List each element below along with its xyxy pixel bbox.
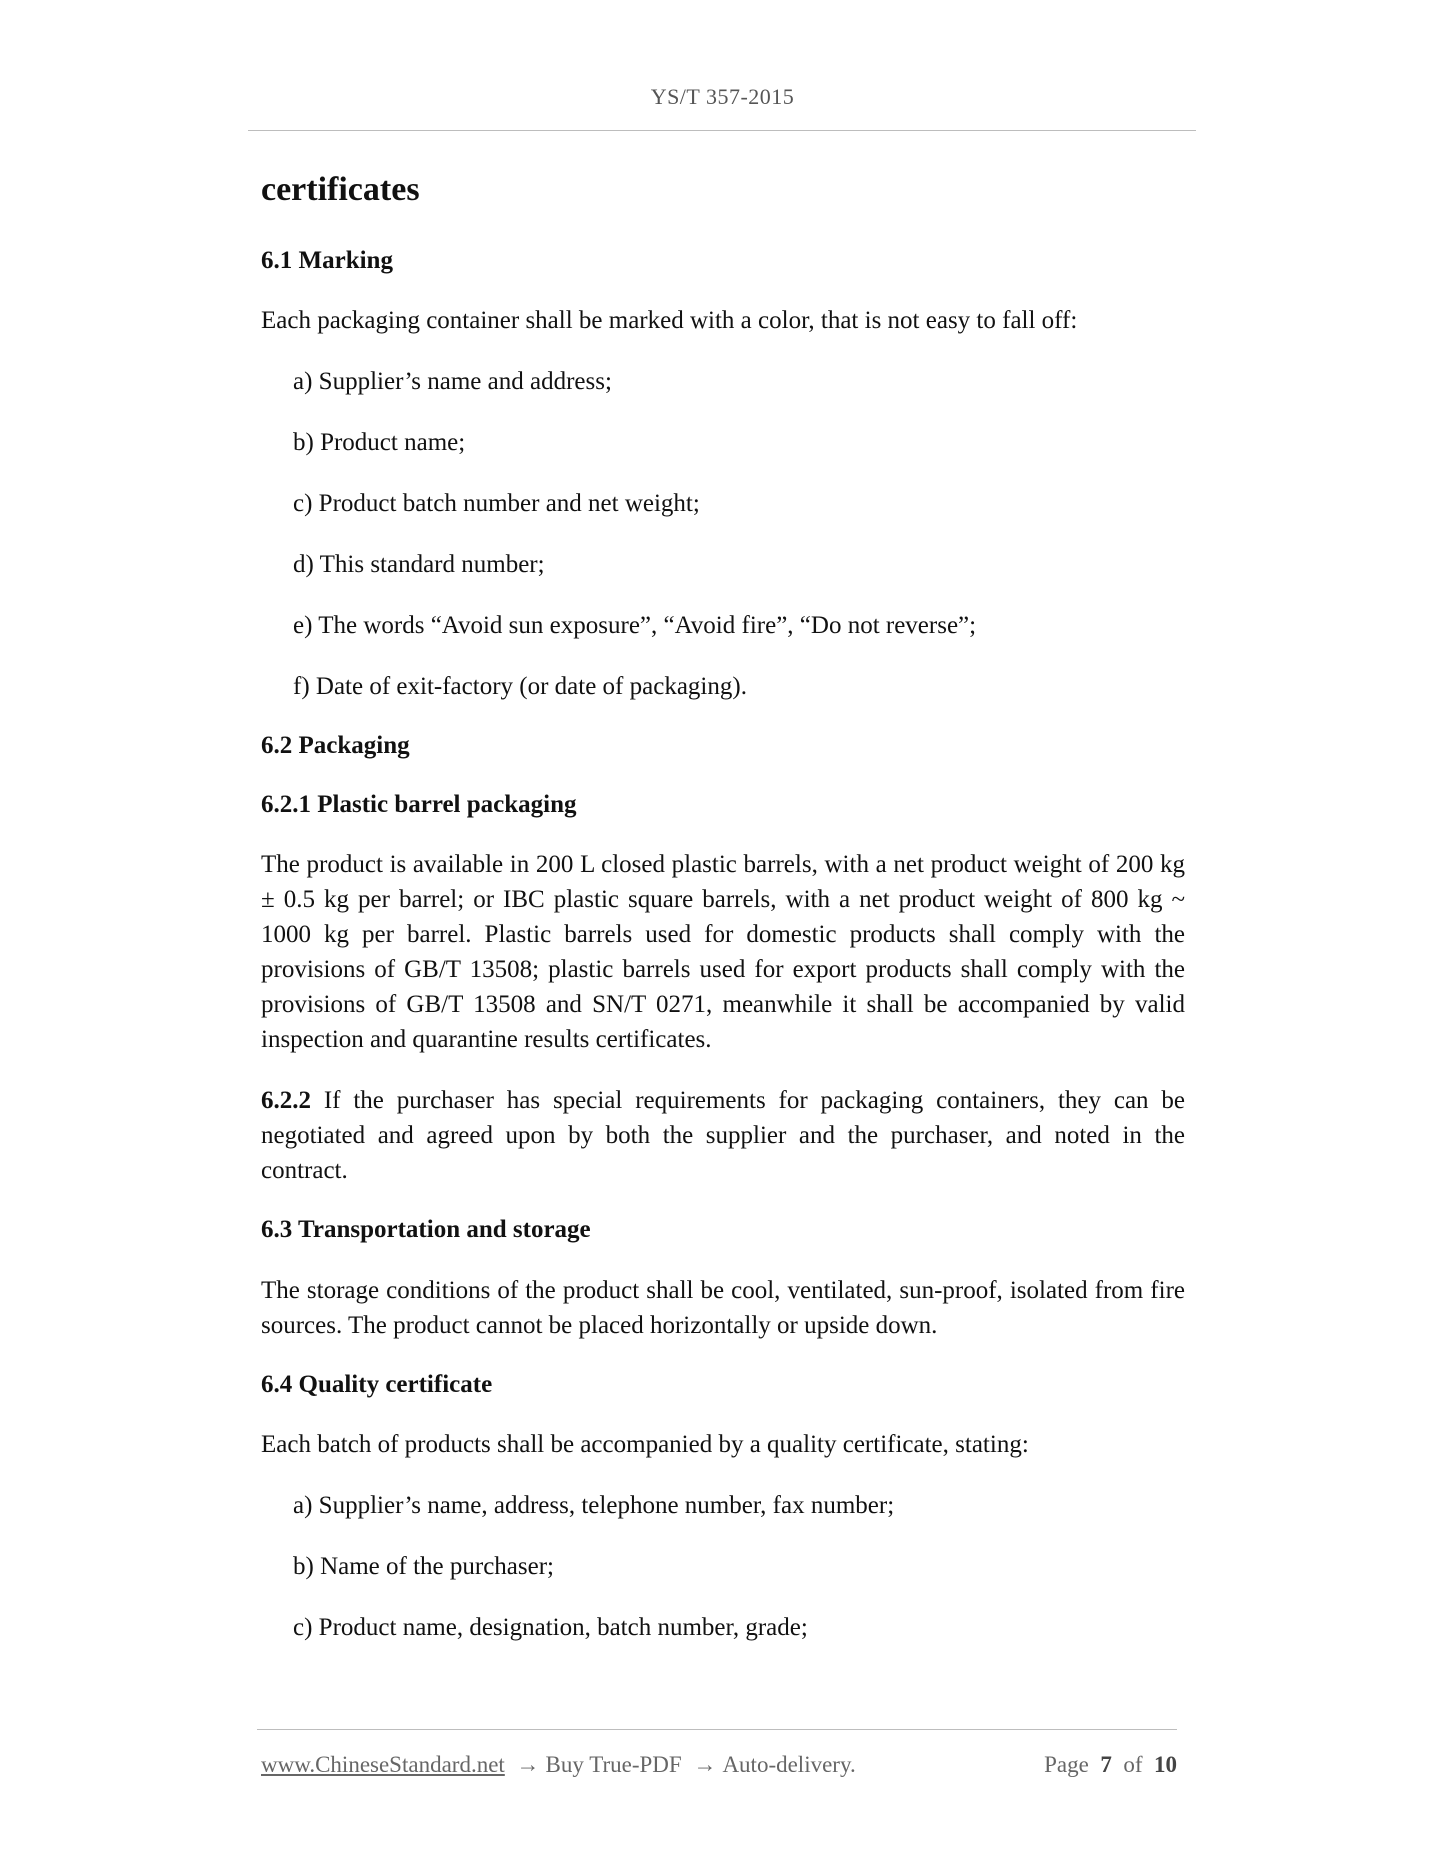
clause-6-2-2 — [261, 1083, 1185, 1188]
certificate-intro: Each batch of products shall be accompanied by a quality certificate, stating: — [261, 1431, 1029, 1459]
marking-item-e: e) The words “Avoid sun exposure”, “Avoid fire”, “Do not reverse”; — [293, 612, 977, 640]
marking-item-f: f) Date of exit-factory (or date of packaging). — [293, 673, 747, 701]
heading-6-4: 6.4 Quality certificate — [261, 1370, 493, 1398]
clause-6-2-2-text: If the purchaser has special requirements for packaging containers, they can be negotiated and agreed upon by both the supplier and the purchaser, and noted in the contract. — [261, 1087, 1185, 1185]
marking-intro: Each packaging container shall be marked with a color, that is not easy to fall off: — [261, 307, 1078, 335]
heading-6-2-1: 6.2.1 Plastic barrel packaging — [261, 790, 577, 818]
clause-6-2-2-number: 6.2.2 — [261, 1087, 311, 1115]
heading-6-1: 6.1 Marking — [261, 246, 393, 274]
page-label: Page — [1044, 1752, 1089, 1777]
section-title: certificates — [261, 171, 420, 208]
certificate-item-a: a) Supplier’s name, address, telephone number, fax number; — [293, 1492, 895, 1520]
heading-6-3: 6.3 Transportation and storage — [261, 1216, 591, 1244]
certificate-item-c: c) Product name, designation, batch number, grade; — [293, 1614, 808, 1642]
auto-delivery-text: Auto-delivery. — [722, 1752, 856, 1777]
page-current: 7 — [1100, 1752, 1112, 1777]
buy-pdf-text: Buy True-PDF — [545, 1752, 682, 1777]
plastic-barrel-text: The product is available in 200 L closed plastic barrels, with a net product weight of 200 kg ± 0.5 kg per barrel; or IBC plastic square barrels, with a net product weight of 800 kg ~ 1000 kg per barrel. Plastic barrels used for domestic products shall comply with the provisions of GB/T 13508; plastic barrels used for export products shall comply with the provisions of GB/T 13508 and SN/T 0271, meanwhile it shall be accompanied by valid inspection and quarantine results certificates. — [261, 851, 1185, 1054]
certificate-item-b: b) Name of the purchaser; — [293, 1553, 554, 1581]
header-divider — [248, 130, 1196, 131]
marking-item-d: d) This standard number; — [293, 551, 545, 579]
arrow-right-icon: → — [693, 1752, 717, 1777]
marking-item-b: b) Product name; — [293, 429, 466, 457]
of-label: of — [1123, 1752, 1143, 1777]
page-total: 10 — [1154, 1752, 1177, 1777]
heading-6-2: 6.2 Packaging — [261, 732, 410, 760]
storage-text: The storage conditions of the product shall be cool, ventilated, sun-proof, isolated from fire sources. The product cannot be placed horizontally or upside down. — [261, 1276, 1185, 1339]
footer-divider — [257, 1729, 1177, 1730]
marking-item-c: c) Product batch number and net weight; — [293, 490, 700, 518]
document-body — [261, 170, 1185, 1671]
footer-promo — [261, 1752, 856, 1778]
marking-item-a: a) Supplier’s name and address; — [293, 368, 612, 396]
website-link[interactable]: www.ChineseStandard.net — [261, 1752, 505, 1777]
page-header-standard-code: YS/T 357-2015 — [650, 84, 795, 109]
arrow-right-icon: → — [516, 1752, 540, 1777]
page-indicator — [1044, 1752, 1177, 1778]
